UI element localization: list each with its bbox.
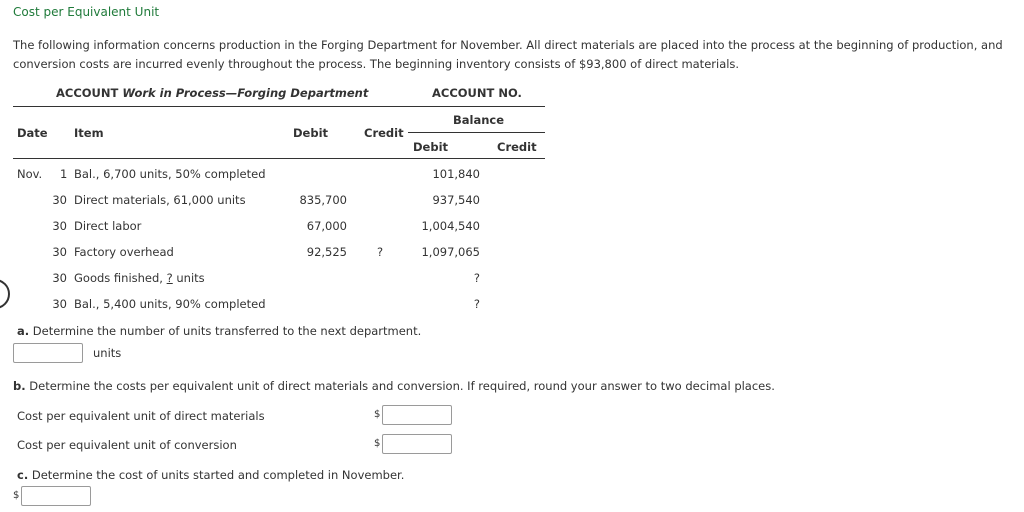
- row-day: 30: [52, 297, 67, 311]
- row-balance-debit: 1,097,065: [421, 245, 480, 259]
- header-balance-debit: Debit: [413, 140, 449, 154]
- row-item: Bal., 5,400 units, 90% completed: [74, 297, 266, 311]
- row-item: Direct materials, 61,000 units: [74, 193, 246, 207]
- row-day: 30: [52, 245, 67, 259]
- question-b-text: Determine the costs per equivalent unit of direct materials and conversion. If required, round your answer to two decimal places.: [25, 379, 775, 393]
- header-credit: Credit: [364, 126, 404, 140]
- header-balance-credit: Credit: [497, 140, 537, 154]
- header-bottom-rule: [13, 158, 545, 159]
- question-c: [17, 468, 404, 482]
- margin-circle: [0, 279, 10, 309]
- header-balance: Balance: [453, 113, 505, 127]
- row-balance-debit: ?: [473, 271, 480, 285]
- account-name: Work in Process—Forging Department: [122, 86, 369, 100]
- row-item: Factory overhead: [74, 245, 174, 259]
- row-day: 30: [52, 193, 67, 207]
- row-balance-debit: ?: [473, 297, 480, 311]
- question-c-label: c.: [17, 468, 29, 482]
- question-b: [13, 379, 775, 393]
- question-a: [17, 324, 421, 338]
- units-label: units: [93, 346, 122, 360]
- row-day: 30: [52, 271, 67, 285]
- problem-intro: The following information concerns production in the Forging Department for November. All direct materials are placed into the process at the beginning of production, and conversion costs are incurred evenly throughout the process. The beginning inventory consists of $93,800 of direct materials.: [13, 38, 1003, 71]
- row-item-text: Goods finished,: [74, 271, 167, 285]
- dm-cost-input[interactable]: [382, 405, 452, 425]
- currency-symbol: $: [13, 490, 20, 501]
- row-item: Bal., 6,700 units, 50% completed: [74, 167, 266, 181]
- conversion-cost-label: Cost per equivalent unit of conversion: [17, 438, 237, 452]
- row-credit: ?: [377, 245, 384, 259]
- question-b-label: b.: [13, 379, 26, 393]
- row-date: Nov.: [17, 167, 43, 181]
- conversion-cost-input[interactable]: [382, 434, 452, 454]
- account-label: ACCOUNT: [56, 86, 119, 100]
- header-item: Item: [74, 126, 104, 140]
- row-day: 1: [60, 167, 68, 181]
- row-item-text: units: [172, 271, 205, 285]
- question-c-text: Determine the cost of units started and completed in November.: [28, 468, 405, 482]
- balance-rule: [408, 132, 545, 133]
- header-debit: Debit: [293, 126, 329, 140]
- row-day: 30: [52, 219, 67, 233]
- row-balance-debit: 101,840: [432, 167, 480, 181]
- row-debit: 835,700: [299, 193, 347, 207]
- unknown-units-mark: ?: [166, 271, 173, 285]
- started-completed-cost-input[interactable]: [21, 486, 91, 506]
- row-balance-debit: 937,540: [432, 193, 480, 207]
- row-item: Direct labor: [74, 219, 142, 233]
- units-transferred-input[interactable]: [13, 343, 83, 363]
- currency-symbol: $: [374, 438, 381, 449]
- account-header: [56, 86, 368, 100]
- dm-cost-label: Cost per equivalent unit of direct materials: [17, 409, 265, 423]
- header-date: Date: [17, 126, 48, 140]
- row-balance-debit: 1,004,540: [421, 219, 480, 233]
- row-debit: 92,525: [306, 245, 347, 259]
- question-a-label: a.: [17, 324, 30, 338]
- account-no-label: ACCOUNT NO.: [432, 86, 522, 100]
- ledger-top-rule: [13, 106, 545, 107]
- currency-symbol: $: [374, 409, 381, 420]
- row-debit: 67,000: [306, 219, 347, 233]
- question-a-text: Determine the number of units transferred to the next department.: [29, 324, 422, 338]
- row-item: [74, 271, 205, 285]
- page-title: Cost per Equivalent Unit: [13, 5, 160, 19]
